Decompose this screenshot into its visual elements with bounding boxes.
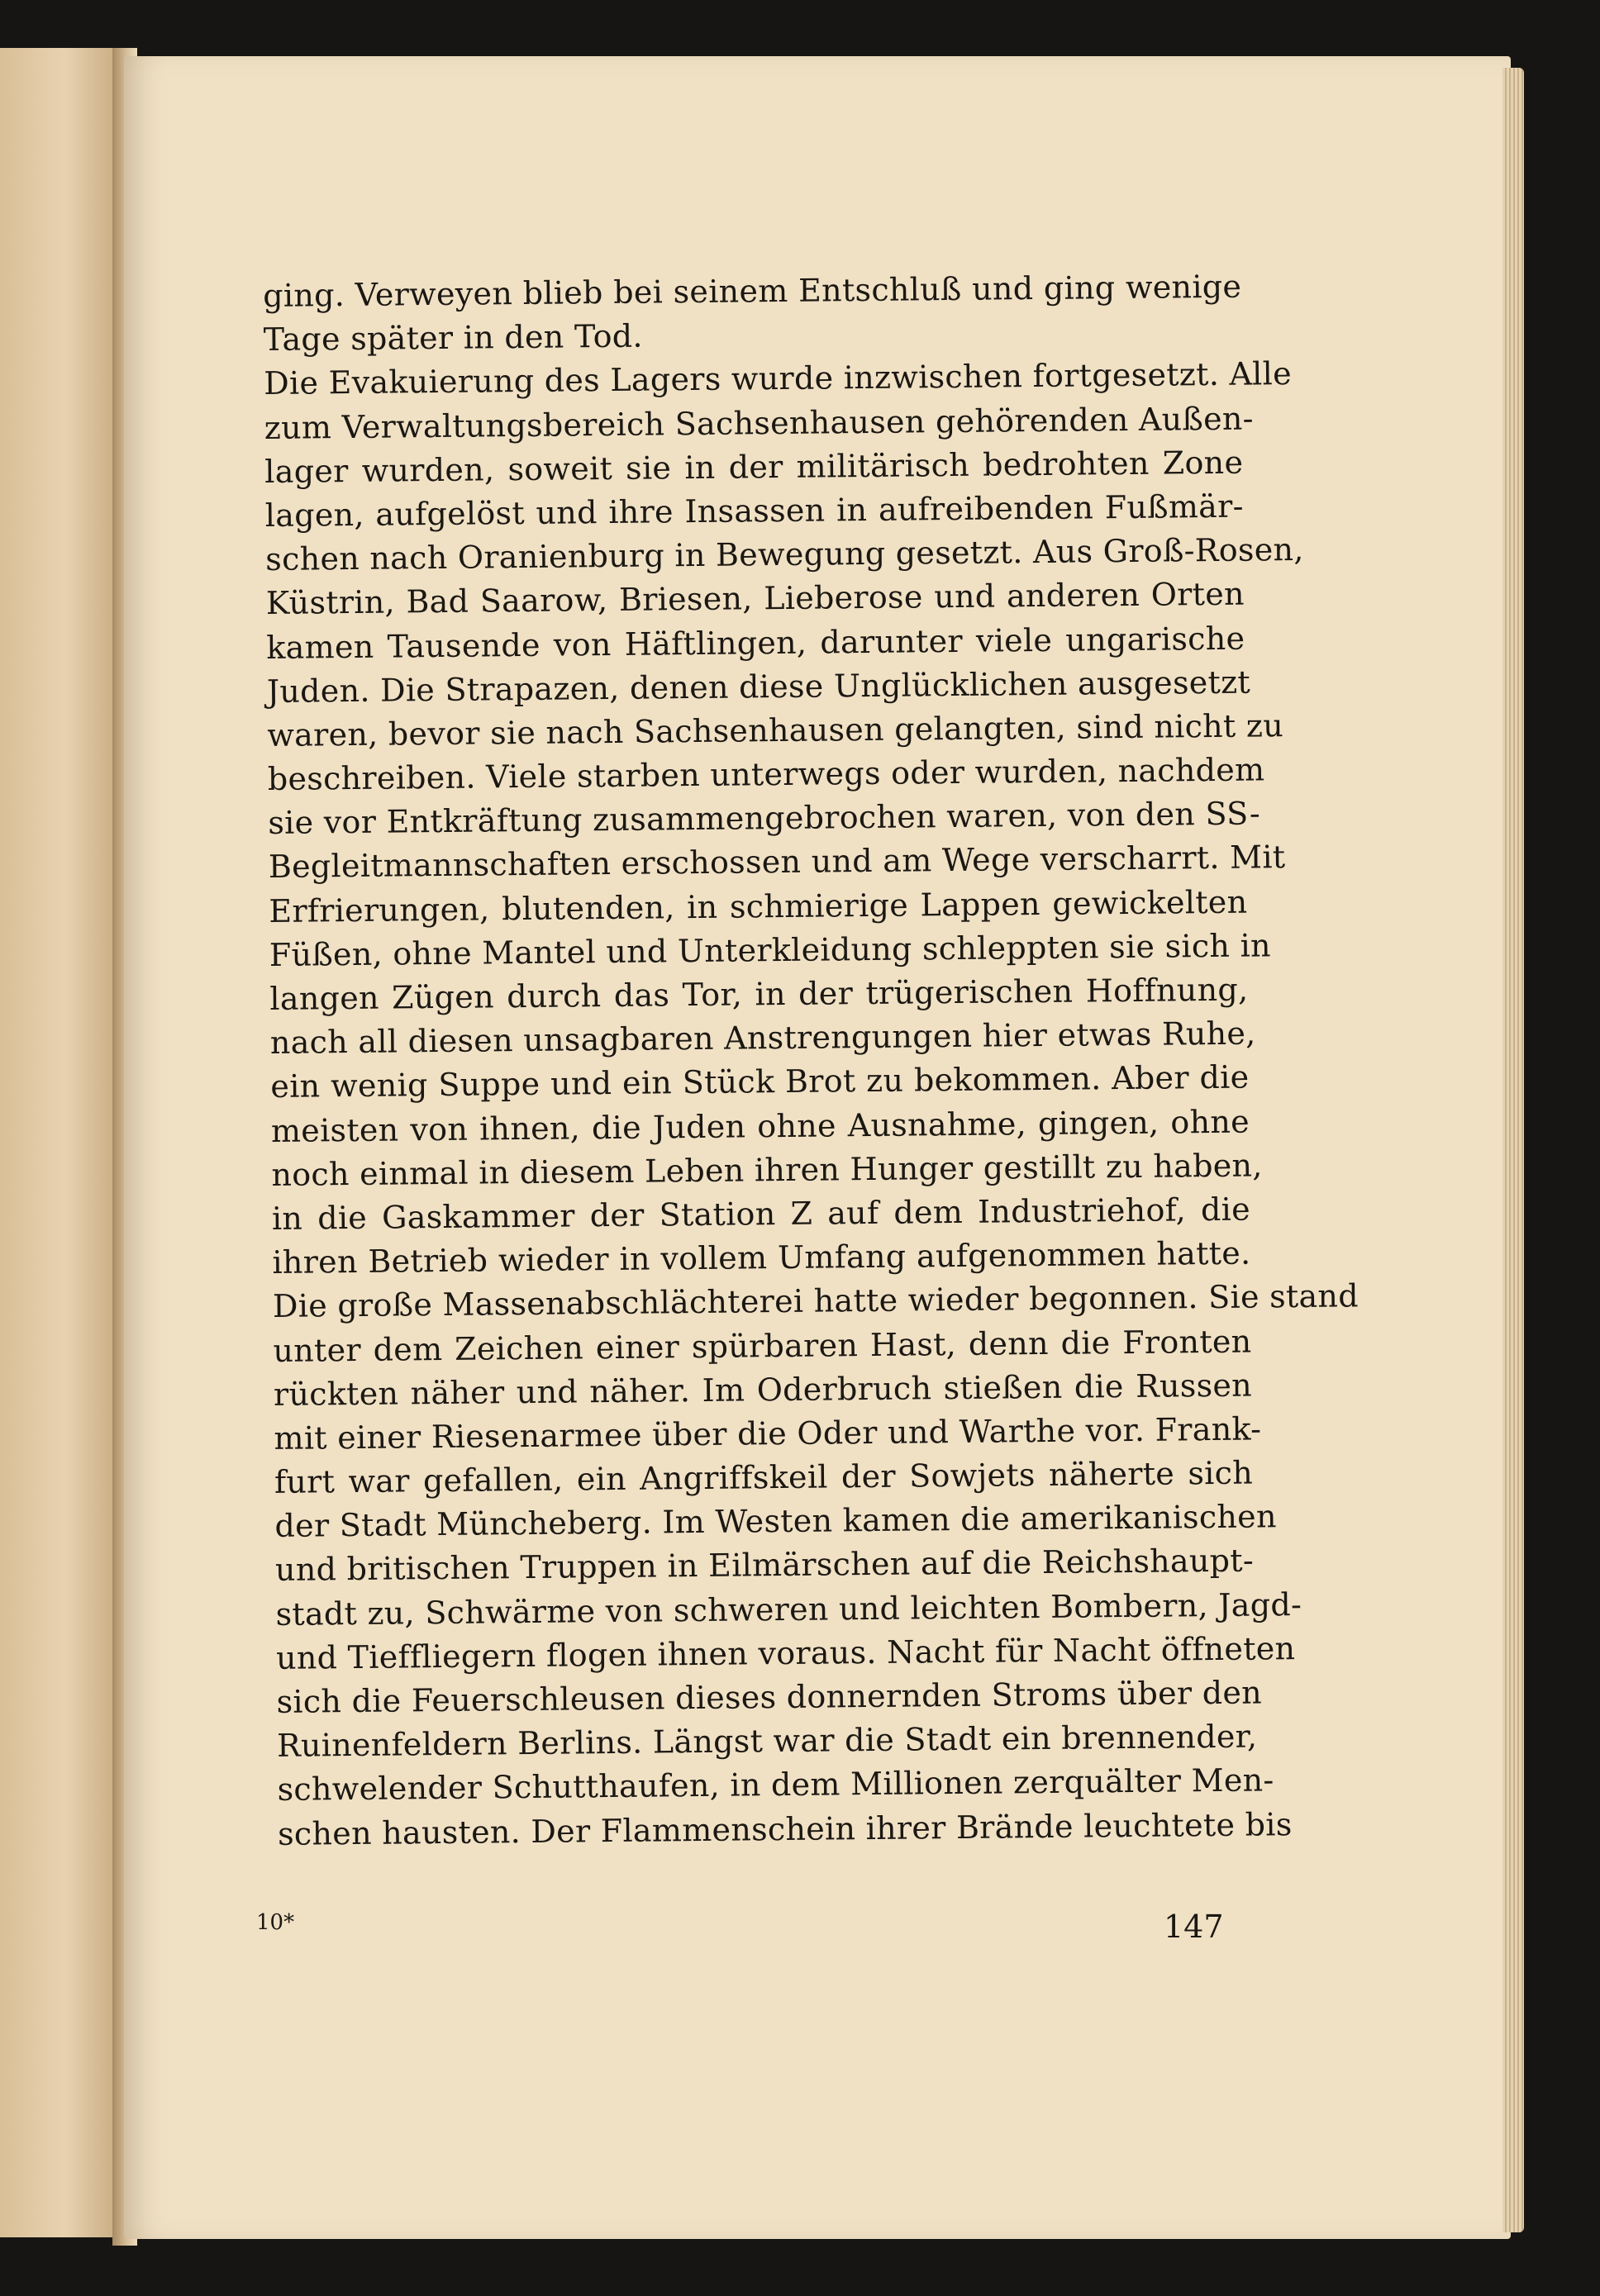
text-line: ihren Betrieb wieder in vollem Umfang aufgenommen hatte. [272, 1234, 1251, 1281]
text-line: Juden. Die Strapazen, denen diese Unglücklichen ausgesetzt [266, 663, 1251, 710]
text-line: schen hausten. Der Flammenschein ihrer Brände leuchtete bis [277, 1805, 1293, 1852]
text-line: der Stadt Müncheberg. Im Westen kamen die amerikanischen [274, 1498, 1277, 1545]
text-line: Erfrierungen, blutenden, in schmierige Lappen gewickelten [269, 883, 1248, 929]
text-line: lagen, aufgelöst und ihre Insassen in aufreibenden Fußmär- [264, 487, 1244, 534]
text-line: lager wurden, soweit sie in der militärisch bedrohten Zone [264, 444, 1244, 490]
text-line: langen Zügen durch das Tor, in der trügerischen Hoffnung, [269, 971, 1249, 1017]
text-line: sie vor Entkräftung zusammengebrochen waren, von den SS- [268, 795, 1261, 842]
text-line: nach all diesen unsagbaren Anstrengungen hier etwas Ruhe, [269, 1015, 1256, 1062]
text-line: und britischen Truppen in Eilmärschen auf die Reichshaupt- [274, 1543, 1255, 1589]
page-stack-edges [1502, 68, 1524, 2232]
text-line: stadt zu, Schwärme von schweren und leichten Bombern, Jagd- [275, 1585, 1302, 1633]
text-line: noch einmal in diesem Leben ihren Hunger gestillt zu haben, [271, 1147, 1263, 1193]
page-number: 147 [1164, 1909, 1224, 1945]
text-line: schwelender Schutthaufen, in dem Millionen zerquälter Men- [277, 1761, 1274, 1809]
text-line: rückten näher und näher. Im Oderbruch stießen die Russen [273, 1367, 1253, 1413]
text-line: Tage später in den Tod. [263, 317, 644, 359]
text-line: Ruinenfeldern Berlins. Längst war die Stadt ein brennender, [276, 1718, 1258, 1765]
text-line: sich die Feuerschleusen dieses donnernden Stroms über den [276, 1674, 1263, 1720]
printer-signature-mark: 10* [256, 1910, 295, 1935]
text-line: meisten von ihnen, die Juden ohne Ausnahme, gingen, ohne [270, 1103, 1250, 1149]
text-line: furt war gefallen, ein Angriffskeil der Sowjets näherte sich [274, 1454, 1254, 1500]
text-line: schen nach Oranienburg in Bewegung gesetzt. Aus Groß-Rosen, [265, 531, 1304, 578]
text-line: Begleitmannschaften erschossen und am Wege verscharrt. Mit [268, 839, 1286, 886]
text-line: beschreiben. Viele starben unterwegs oder wurden, nachdem [267, 751, 1265, 798]
text-line: in die Gaskammer der Station Z auf dem Industriehof, die [271, 1191, 1251, 1237]
text-line: Küstrin, Bad Saarow, Briesen, Lieberose und anderen Orten [265, 575, 1245, 622]
text-line: Die Evakuierung des Lagers wurde inzwischen fortgesetzt. Alle [264, 355, 1293, 402]
text-line: waren, bevor sie nach Sachsenhausen gelangten, sind nicht zu [267, 707, 1284, 753]
text-line: mit einer Riesenarmee über die Oder und Warthe vor. Frank- [274, 1410, 1262, 1457]
text-line: ging. Verweyen blieb bei seinem Entschluß und ging wenige [263, 268, 1242, 314]
text-line: Füßen, ohne Mantel und Unterkleidung schleppten sie sich in [269, 927, 1272, 973]
facing-page-edge [0, 48, 117, 2237]
body-text [263, 265, 1360, 1900]
text-line: zum Verwaltungsbereich Sachsenhausen gehörenden Außen- [264, 400, 1254, 446]
text-line: ein wenig Suppe und ein Stück Brot zu bekommen. Aber die [270, 1058, 1250, 1105]
text-line: Die große Massenabschlächterei hatte wieder begonnen. Sie stand [272, 1277, 1360, 1325]
text-line: und Tieffliegern flogen ihnen voraus. Nacht für Nacht öffneten [275, 1629, 1296, 1676]
text-line: unter dem Zeichen einer spürbaren Hast, denn die Fronten [273, 1323, 1252, 1369]
text-line: kamen Tausende von Häftlingen, darunter viele ungarische [266, 620, 1245, 666]
